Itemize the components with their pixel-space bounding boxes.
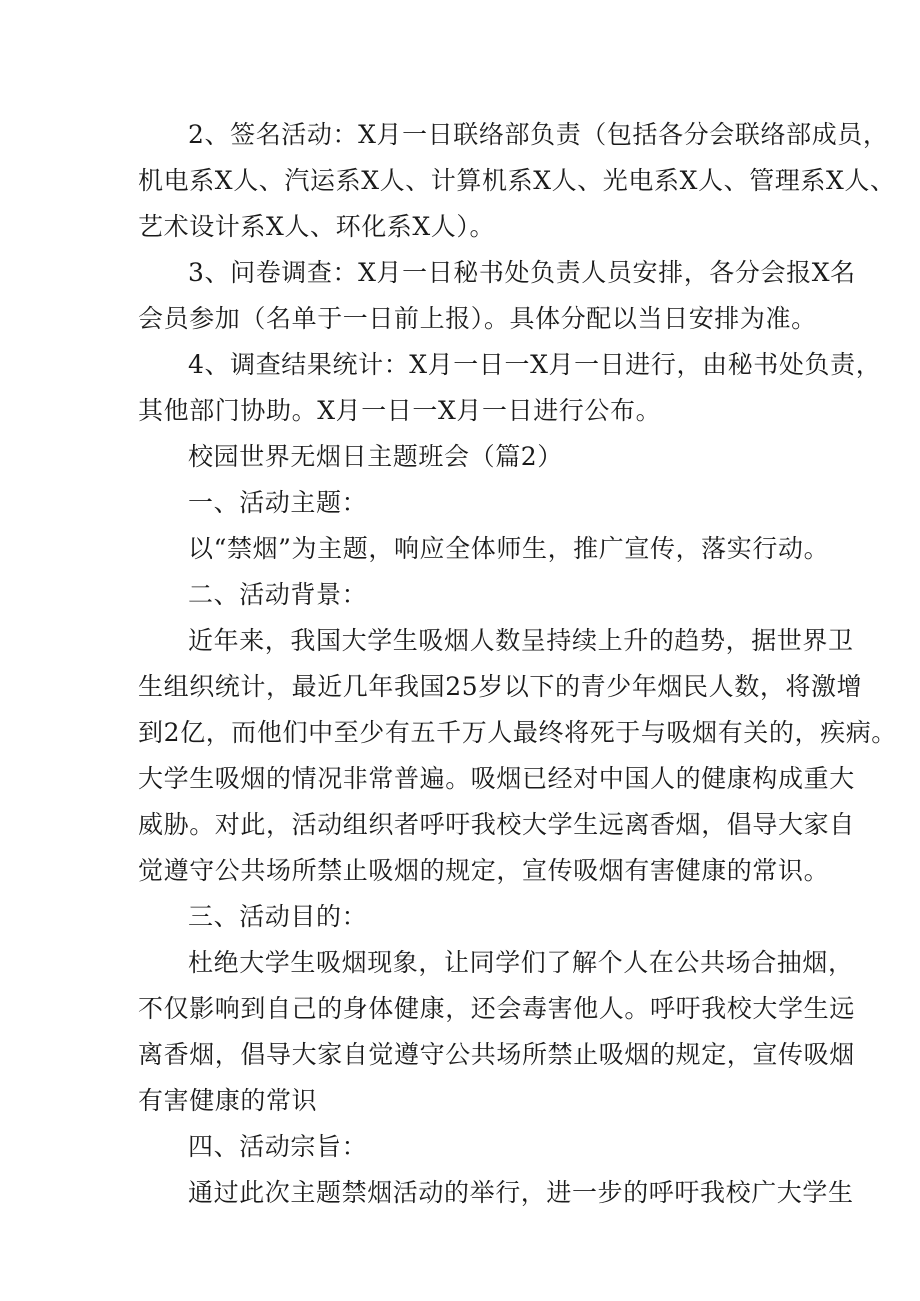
paragraph-line: 杜绝大学生吸烟现象，让同学们了解个人在公共场合抽烟， bbox=[188, 948, 854, 977]
section-heading: 二、活动背景： bbox=[188, 580, 368, 609]
paragraph-line: 其他部门协助。X月一日一X月一日进行公布。 bbox=[138, 396, 662, 425]
paragraph-line: 不仅影响到自己的身体健康，还会毒害他人。呼吁我校大学生远 bbox=[138, 994, 855, 1023]
paragraph-line: 大学生吸烟的情况非常普遍。吸烟已经对中国人的健康构成重大 bbox=[138, 764, 855, 793]
paragraph-line: 离香烟，倡导大家自觉遵守公共场所禁止吸烟的规定，宣传吸烟 bbox=[138, 1040, 855, 1069]
paragraph-line: 2、签名活动：X月一日联络部负责（包括各分会联络部成员， bbox=[188, 120, 889, 149]
section-heading: 一、活动主题： bbox=[188, 488, 368, 517]
paragraph-line: 机电系X人、汽运系X人、计算机系X人、光电系X人、管理系X人、 bbox=[138, 166, 896, 195]
paragraph-line: 觉遵守公共场所禁止吸烟的规定，宣传吸烟有害健康的常识。 bbox=[138, 856, 830, 885]
paragraph-line: 有害健康的常识 bbox=[138, 1086, 318, 1115]
section-heading: 三、活动目的： bbox=[188, 902, 368, 931]
paragraph-line: 4、调查结果统计：X月一日一X月一日进行，由秘书处负责， bbox=[188, 350, 882, 379]
paragraph-line: 威胁。对此，活动组织者呼吁我校大学生远离香烟，倡导大家自 bbox=[138, 810, 855, 839]
paragraph-line: 到2亿，而他们中至少有五千万人最终将死于与吸烟有关的，疾病。 bbox=[138, 718, 897, 747]
paragraph-line: 近年来，我国大学生吸烟人数呈持续上升的趋势，据世界卫 bbox=[188, 626, 854, 655]
paragraph-line: 生组织统计，最近几年我国25岁以下的青少年烟民人数，将激增 bbox=[138, 672, 863, 701]
paragraph-line: 以“禁烟”为主题，响应全体师生，推广宣传，落实行动。 bbox=[188, 534, 830, 563]
paragraph-line: 通过此次主题禁烟活动的举行，进一步的呼吁我校广大学生 bbox=[188, 1178, 854, 1207]
section-heading: 四、活动宗旨： bbox=[188, 1132, 368, 1161]
paragraph-line: 3、问卷调查：X月一日秘书处负责人员安排，各分会报X名 bbox=[188, 258, 856, 287]
paragraph-line: 会员参加（名单于一日前上报）。具体分配以当日安排为准。 bbox=[138, 304, 817, 333]
paragraph-line: 艺术设计系X人、环化系X人）。 bbox=[138, 212, 496, 241]
section-title: 校园世界无烟日主题班会（篇2） bbox=[188, 442, 563, 471]
